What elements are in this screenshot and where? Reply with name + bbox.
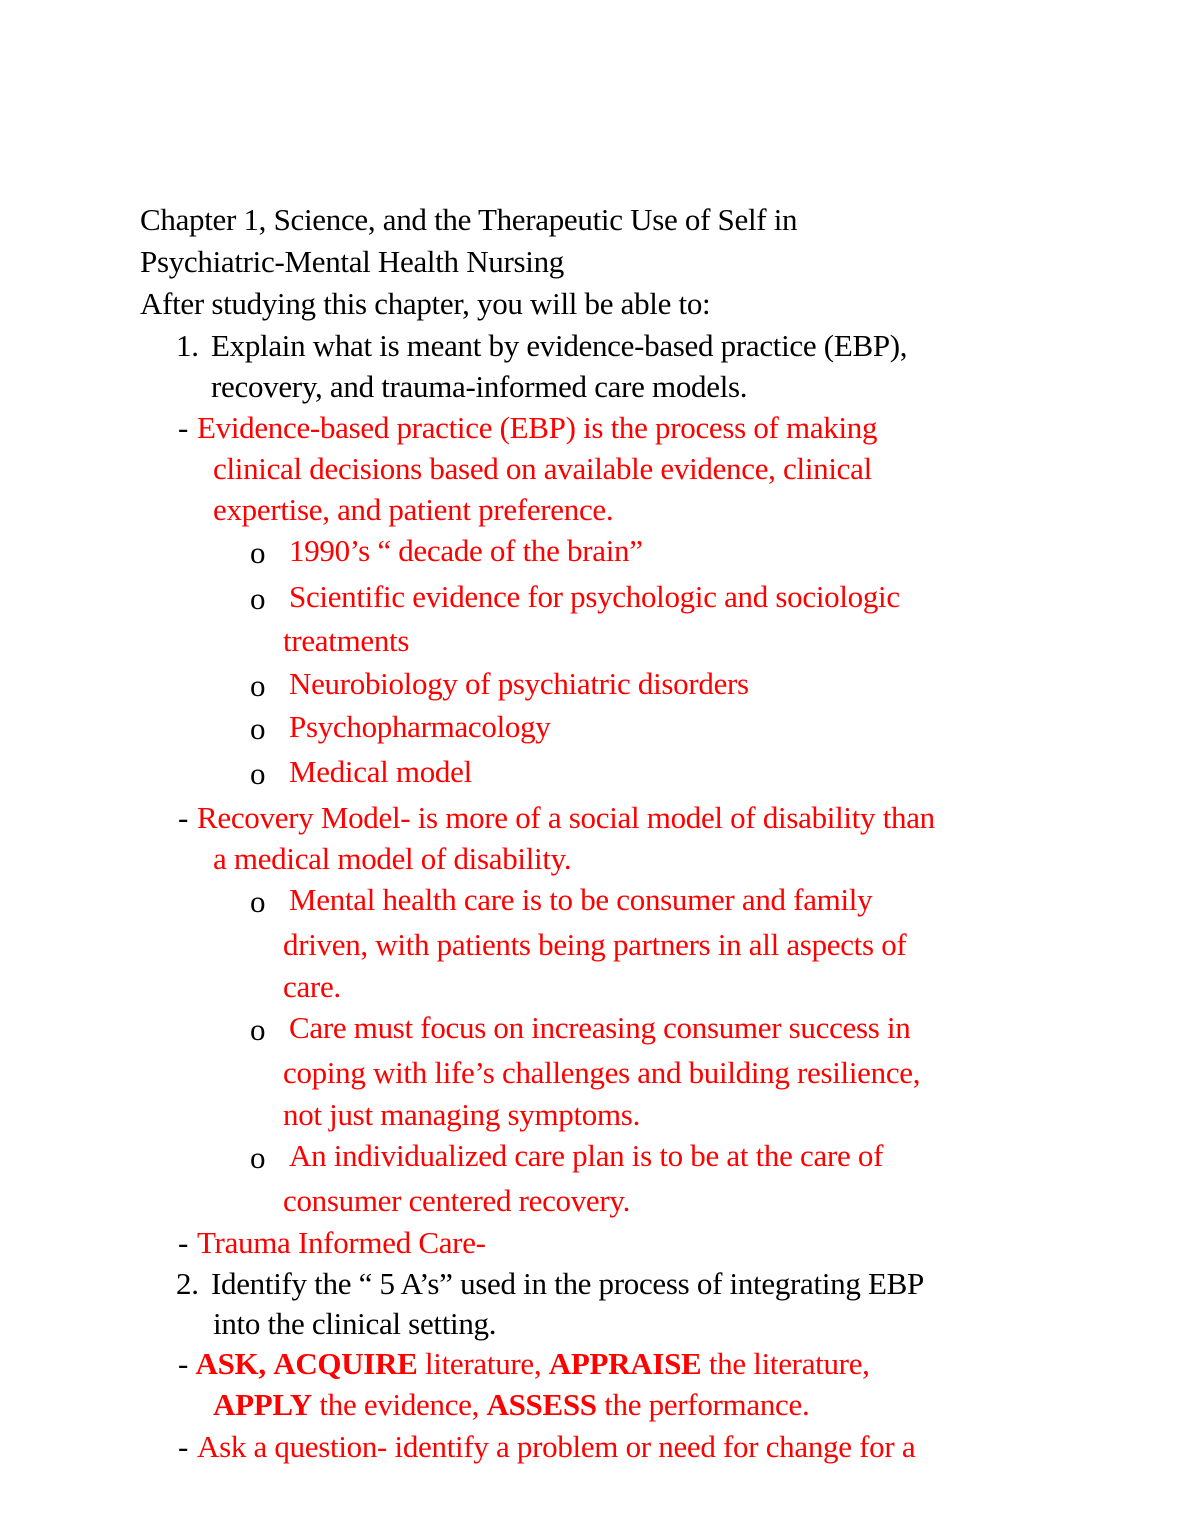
five-as-line-2 xyxy=(213,1389,809,1420)
recovery-bullet-care-plan: An individualized care plan is to be at the care of xyxy=(289,1138,884,1173)
ask-question-text: Ask a question- identify a problem or need for change for a xyxy=(197,1429,916,1464)
bullet-marker: o xyxy=(250,711,266,746)
objective-2-line-2: into the clinical setting. xyxy=(213,1306,497,1341)
ebp-definition-line-1: Evidence-based practice (EBP) is the process of making xyxy=(197,410,878,445)
ebp-bullet-scientific-evidence: Scientific evidence for psychologic and sociologic xyxy=(289,579,900,614)
bullet-marker: o xyxy=(250,884,266,919)
ebp-dash: - xyxy=(178,410,189,445)
ebp-bullet-medical-model: Medical model xyxy=(289,754,472,789)
recovery-bullet-care-plan-cont: consumer centered recovery. xyxy=(283,1183,631,1218)
five-as-dash: - xyxy=(178,1346,189,1381)
objective-2-line-1: Identify the “ 5 A’s” used in the process of integrating EBP xyxy=(211,1266,924,1301)
recovery-model-line-2: a medical model of disability. xyxy=(213,841,572,876)
five-as-assess: ASSESS xyxy=(486,1387,597,1422)
five-as-appraise: APPRAISE xyxy=(548,1346,702,1381)
bullet-marker: o xyxy=(250,1140,266,1175)
five-as-text-2: the literature, xyxy=(701,1346,870,1381)
trauma-dash: - xyxy=(178,1225,189,1260)
trauma-informed-care: Trauma Informed Care- xyxy=(197,1225,486,1260)
chapter-title-line-1: Chapter 1, Science, and the Therapeutic Use of Self in xyxy=(140,202,798,237)
bullet-marker: o xyxy=(250,581,266,616)
ebp-bullet-scientific-evidence-cont: treatments xyxy=(283,623,410,658)
recovery-model-line-1: Recovery Model- is more of a social model of disability than xyxy=(197,800,935,835)
bullet-marker: o xyxy=(250,668,266,703)
ebp-bullet-decade-of-brain: 1990’s “ decade of the brain” xyxy=(289,533,643,568)
recovery-dash: - xyxy=(178,800,189,835)
recovery-bullet-consumer-driven-cont-2: care. xyxy=(283,969,341,1004)
recovery-bullet-consumer-success-cont-1: coping with life’s challenges and building resilience, xyxy=(283,1055,921,1090)
ask-question-dash: - xyxy=(178,1429,189,1464)
recovery-bullet-consumer-success-cont-2: not just managing symptoms. xyxy=(283,1097,641,1132)
five-as-text-1: literature, xyxy=(417,1346,549,1381)
ebp-bullet-neurobiology: Neurobiology of psychiatric disorders xyxy=(289,666,749,701)
objective-1-line-1: Explain what is meant by evidence-based practice (EBP), xyxy=(211,328,908,363)
objective-1-line-2: recovery, and trauma-informed care models. xyxy=(211,369,748,404)
ebp-definition-line-3: expertise, and patient preference. xyxy=(213,492,614,527)
objective-1-number: 1. xyxy=(176,328,199,363)
ebp-bullet-psychopharmacology: Psychopharmacology xyxy=(289,709,551,744)
recovery-bullet-consumer-success: Care must focus on increasing consumer success in xyxy=(289,1010,911,1045)
five-as-apply: APPLY xyxy=(213,1387,312,1422)
five-as-acquire: ACQUIRE xyxy=(273,1346,418,1381)
bullet-marker: o xyxy=(250,535,266,570)
five-as-text-4: the performance. xyxy=(596,1387,810,1422)
five-as-ask: ASK, xyxy=(195,1346,266,1381)
bullet-marker: o xyxy=(250,1012,266,1047)
recovery-bullet-consumer-driven: Mental health care is to be consumer and family xyxy=(289,882,873,917)
five-as-text-3: the evidence, xyxy=(311,1387,487,1422)
objective-2-number: 2. xyxy=(176,1266,199,1301)
bullet-marker: o xyxy=(250,756,266,791)
ebp-definition-line-2: clinical decisions based on available evidence, clinical xyxy=(213,451,872,486)
five-as-line-1 xyxy=(178,1348,870,1379)
intro-text: After studying this chapter, you will be able to: xyxy=(140,286,711,321)
chapter-title-line-2: Psychiatric-Mental Health Nursing xyxy=(140,244,564,279)
recovery-bullet-consumer-driven-cont-1: driven, with patients being partners in all aspects of xyxy=(283,927,907,962)
